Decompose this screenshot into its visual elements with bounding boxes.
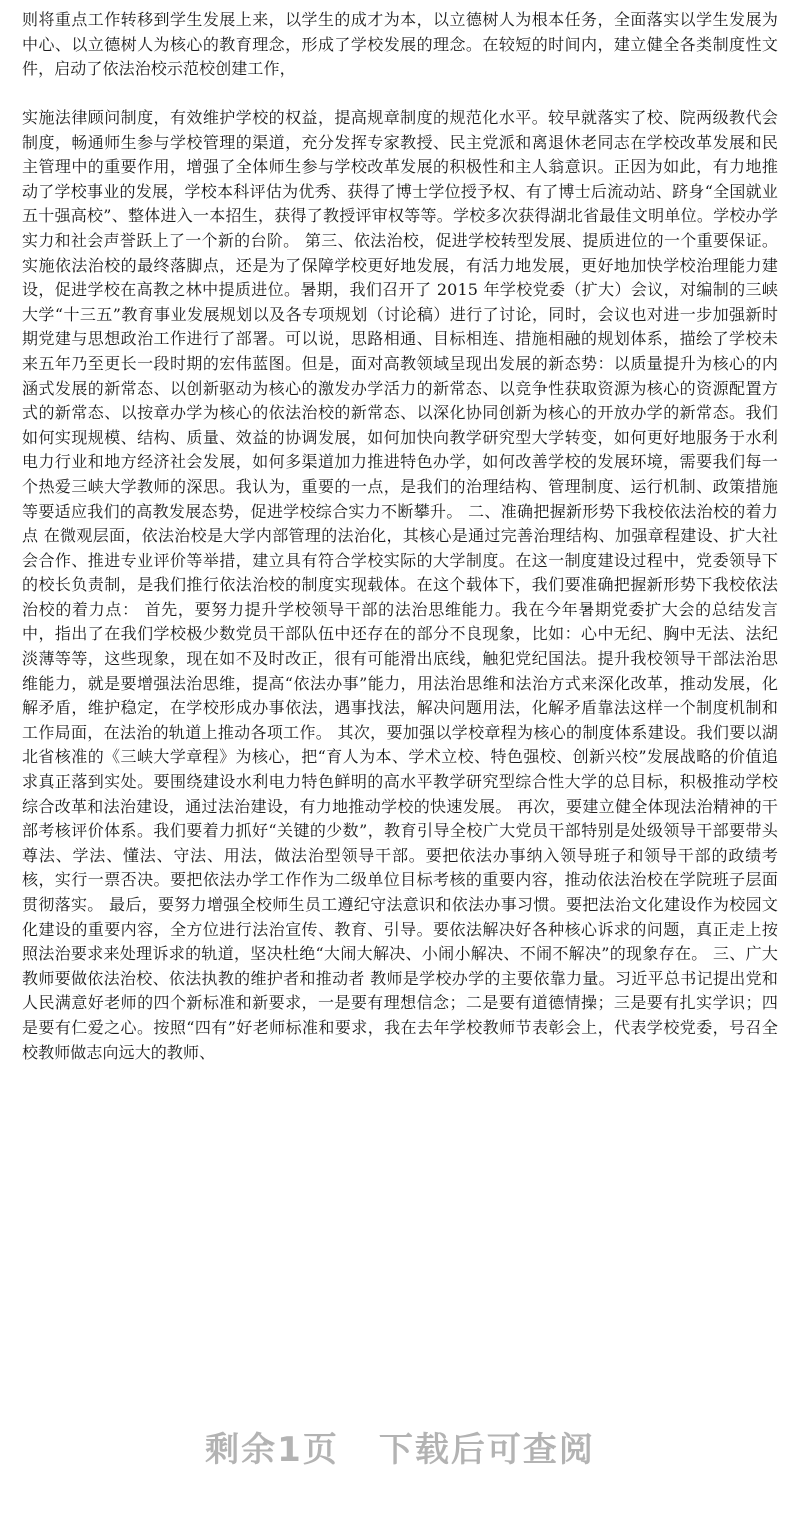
download-prompt-text[interactable]: 下载后可查阅 [378,1430,595,1470]
download-banner[interactable] [0,1420,800,1480]
paragraph-main: 实施法律顾问制度，有效维护学校的权益，提高规章制度的规范化水平。较早就落实了校、院两级教代会制度，畅通师生参与学校管理的渠道，充分发挥专家教授、民主党派和离退休老同志在学校改革发展和民主管理中的重要作用，增强了全体师生参与学校改革发展的积极性和主人翁意识。正因为如此，有力地推动了学校事业的发展，学校本科评估为优秀、获得了博士学位授予权、有了博士后流动站、跻身“全国就业五十强高校”、整体进入一本招生，获得了教授评审权等等。学校多次获得湖北省最佳文明单位。学校办学实力和社会声誉跃上了一个新的台阶。 第三、依法治校，促进学校转型发展、提质进位的一个重要保证。实施依法治校的最终落脚点，还是为了保障学校更好地发展，有活力地发展，更好地加快学校治理能力建设，促进学校在高教之林中提质进位。暑期，我们召开了 2015 年学校党委（扩大）会议，对编制的三峡大学“十三五”教育事业发展规划以及各专项规划（讨论稿）进行了讨论，同时，会议也对进一步加强新时期党建与思想政治工作进行了部署。可以说，思路相通、目标相连、措施相融的规划体系，描绘了学校未来五年乃至更长一段时期的宏伟蓝图。但是，面对高教领域呈现出发展的新态势：以质量提升为核心的内涵式发展的新常态、以创新驱动为核心的激发办学活力的新常态、以竞争性获取资源为核心的资源配置方式的新常态、以按章办学为核心的依法治校的新常态、以深化协同创新为核心的开放办学的新常态。我们如何实现规模、结构、质量、效益的协调发展，如何加快向教学研究型大学转变，如何更好地服务于水利电力行业和地方经济社会发展，如何多渠道加力推进特色办学，如何改善学校的发展环境，需要我们每一个热爱三峡大学教师的深思。我认为，重要的一点，是我们的治理结构、管理制度、运行机制、政策措施等要适应我们的高教发展态势，促进学校综合实力不断攀升。 二、准确把握新形势下我校依法治校的着力点 在微观层面，依法治校是大学内部管理的法治化，其核心是通过完善治理结构、加强章程建设、扩大社会合作、推进专业评价等举措，建立具有符合学校实际的大学制度。在这一制度建设过程中，党委领导下的校长负责制，是我们推行依法治校的制度实现载体。在这个载体下，我们要准确把握新形势下我校依法治校的着力点： 首先，要努力提升学校领导干部的法治思维能力。我在今年暑期党委扩大会的总结发言中，指出了在我们学校极少数党员干部队伍中还存在的部分不良现象，比如：心中无纪、胸中无法、法纪淡薄等等，这些现象，现在如不及时改正，很有可能滑出底线，触犯党纪国法。提升我校领导干部法治思维能力，就是要增强法治思维，提高“依法办事”能力，用法治思维和法治方式来深化改革，推动发展，化解矛盾，维护稳定，在学校形成办事依法，遇事找法，解决问题用法，化解矛盾靠法这样一个制度机制和工作局面，在法治的轨道上推动各项工作。 其次，要加强以学校章程为核心的制度体系建设。我们要以湖北省核准的《三峡大学章程》为核心，把“育人为本、学术立校、特色强校、创新兴校”发展战略的价值追求真正落到实处。要围绕建设水利电力特色鲜明的高水平教学研究型综合性大学的总目标，积极推动学校综合改革和法治建设，通过法治建设，有力地推动学校的快速发展。 再次，要建立健全体现法治精神的干部考核评价体系。我们要着力抓好“关键的少数”，教育引导全校广大党员干部特别是处级领导干部要带头尊法、学法、懂法、守法、用法，做法治型领导干部。要把依法办事纳入领导班子和领导干部的政绩考核，实行一票否决。要把依法办学工作作为二级单位目标考核的重要内容，推动依法治校在学院班子层面贯彻落实。 最后，要努力增强全校师生员工遵纪守法意识和依法办事习惯。要把法治文化建设作为校园文化建设的重要内容，全方位进行法治宣传、教育、引导。要依法解决好各种核心诉求的问题，真正走上按照法治要求来处理诉求的轨道，坚决杜绝“大闹大解决、小闹小解决、不闹不解决”的现象存在。 三、广大教师要做依法治校、依法执教的维护者和推动者 教师是学校办学的主要依靠力量。习近平总书记提出党和人民满意好老师的四个新标准和新要求，一是要有理想信念；二是要有道德情操；三是要有扎实学识；四是要有仁爱之心。按照“四有”好老师标准和要求，我在去年学校教师节表彰会上，代表学校党委，号召全校教师做志向远大的教师、 [22,108,778,1062]
paragraph-top: 则将重点工作转移到学生发展上来，以学生的成才为本，以立德树人为根本任务，全面落实以学生发展为中心、以立德树人为核心的教育理念，形成了学校发展的理念。在较短的时间内，建立健全各类制度性文件，启动了依法治校示范校创建工作， [22,10,778,79]
remaining-pages-text: 剩余1页 [205,1430,339,1470]
